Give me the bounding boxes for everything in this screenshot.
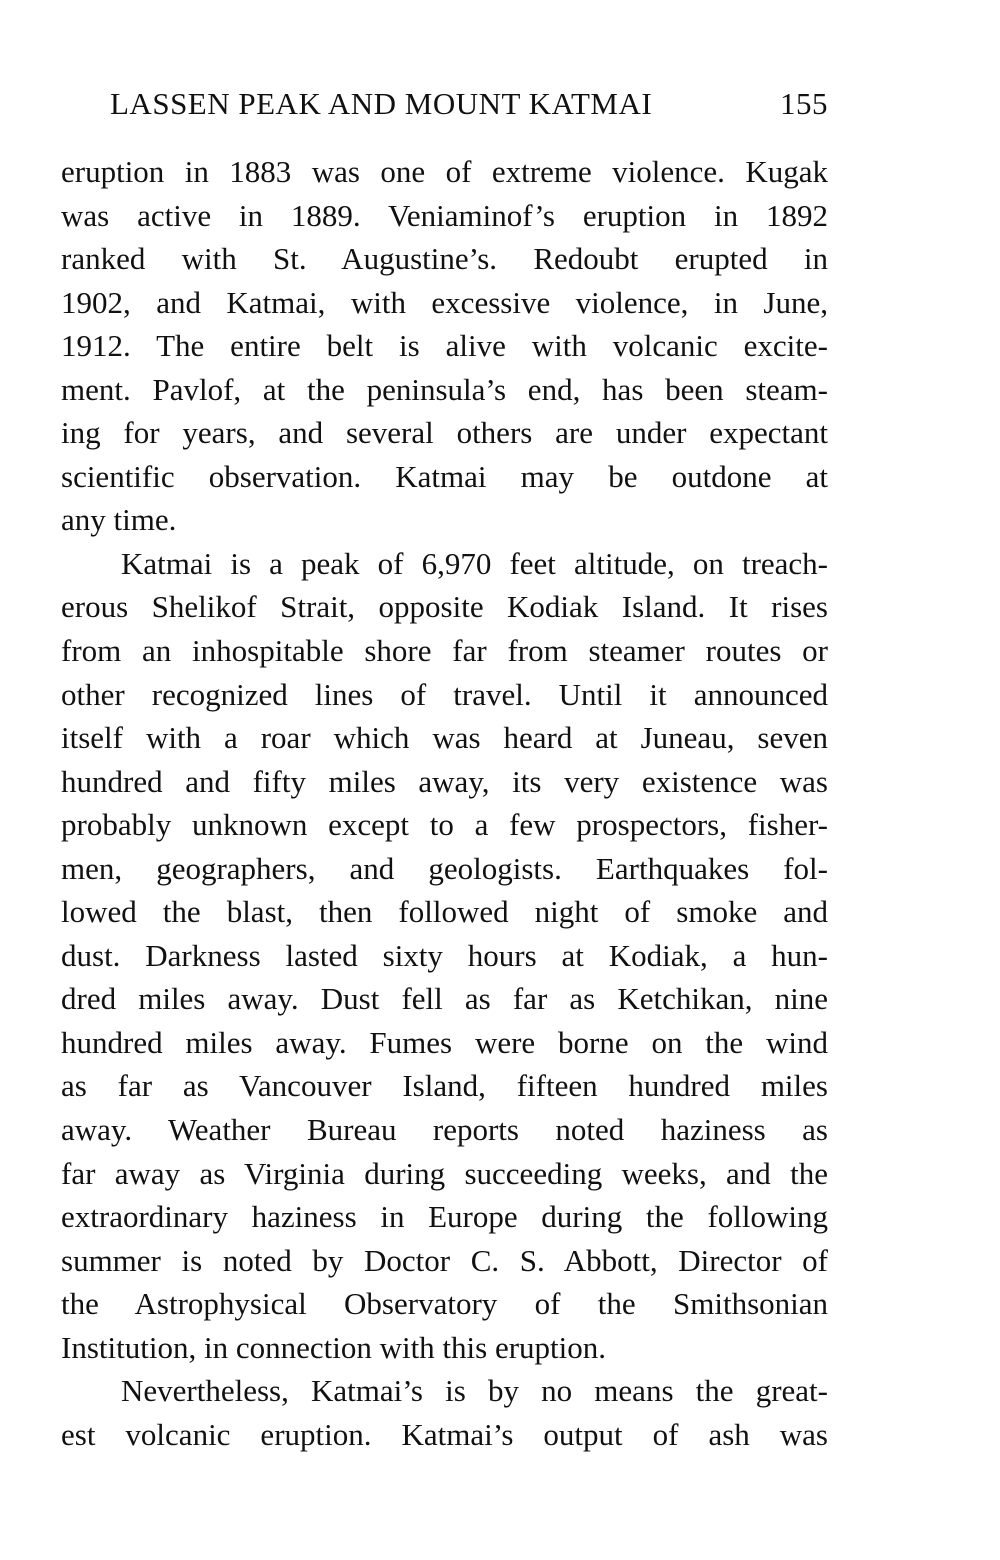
text-line: Katmai is a peak of 6,970 feet altitude, on treach-: [121, 545, 828, 581]
running-head: [110, 86, 828, 130]
text-line: hundred and fifty miles away, its very existence was: [61, 763, 828, 799]
text-line: was active in 1889. Veniaminof’s eruption in 1892: [61, 197, 828, 233]
text-line: 1902, and Katmai, with excessive violence, in June,: [61, 284, 828, 320]
text-line: lowed the blast, then followed night of smoke and: [61, 894, 828, 930]
text-line: Nevertheless, Katmai’s is by no means the great-: [121, 1373, 828, 1409]
text-line: hundred miles away. Fumes were borne on the wind: [61, 1024, 828, 1060]
text-line: 1912. The entire belt is alive with volcanic excite-: [61, 328, 828, 364]
text-line: away. Weather Bureau reports noted haziness as: [61, 1112, 828, 1148]
text-line: from an inhospitable shore far from steamer routes or: [61, 633, 828, 669]
chapter-title: LASSEN PEAK AND MOUNT KATMAI: [110, 86, 653, 121]
text-line: as far as Vancouver Island, fifteen hundred miles: [61, 1068, 828, 1104]
text-line: far away as Virginia during succeeding weeks, and the: [61, 1155, 828, 1191]
text-line: Institution, in connection with this eruption.: [61, 1329, 607, 1365]
text-line: other recognized lines of travel. Until it announced: [61, 676, 828, 712]
text-line: the Astrophysical Observatory of the Smithsonian: [61, 1286, 828, 1322]
text-line: itself with a roar which was heard at Juneau, seven: [61, 720, 828, 756]
text-line: summer is noted by Doctor C. S. Abbott, Director of: [61, 1242, 828, 1278]
body-text: [61, 150, 828, 1456]
text-line: probably unknown except to a few prospectors, fisher-: [61, 807, 828, 843]
text-line: dust. Darkness lasted sixty hours at Kodiak, a hun-: [61, 937, 828, 973]
text-line: men, geographers, and geologists. Earthquakes fol-: [61, 850, 828, 886]
text-line: ment. Pavlof, at the peninsula’s end, has been steam-: [61, 371, 828, 407]
text-line: dred miles away. Dust fell as far as Ketchikan, nine: [61, 981, 828, 1017]
text-line: extraordinary haziness in Europe during the following: [61, 1199, 828, 1235]
text-line: any time.: [61, 502, 177, 538]
text-line: ing for years, and several others are under expectant: [61, 415, 828, 451]
text-line: erous Shelikof Strait, opposite Kodiak Island. It rises: [61, 589, 828, 625]
text-line: eruption in 1883 was one of extreme violence. Kugak: [61, 154, 828, 189]
text-line: est volcanic eruption. Katmai’s output of ash was: [61, 1416, 828, 1452]
page-number: 155: [780, 86, 828, 121]
text-line: ranked with St. Augustine’s. Redoubt erupted in: [61, 241, 828, 277]
text-line: scientific observation. Katmai may be outdone at: [61, 458, 828, 494]
